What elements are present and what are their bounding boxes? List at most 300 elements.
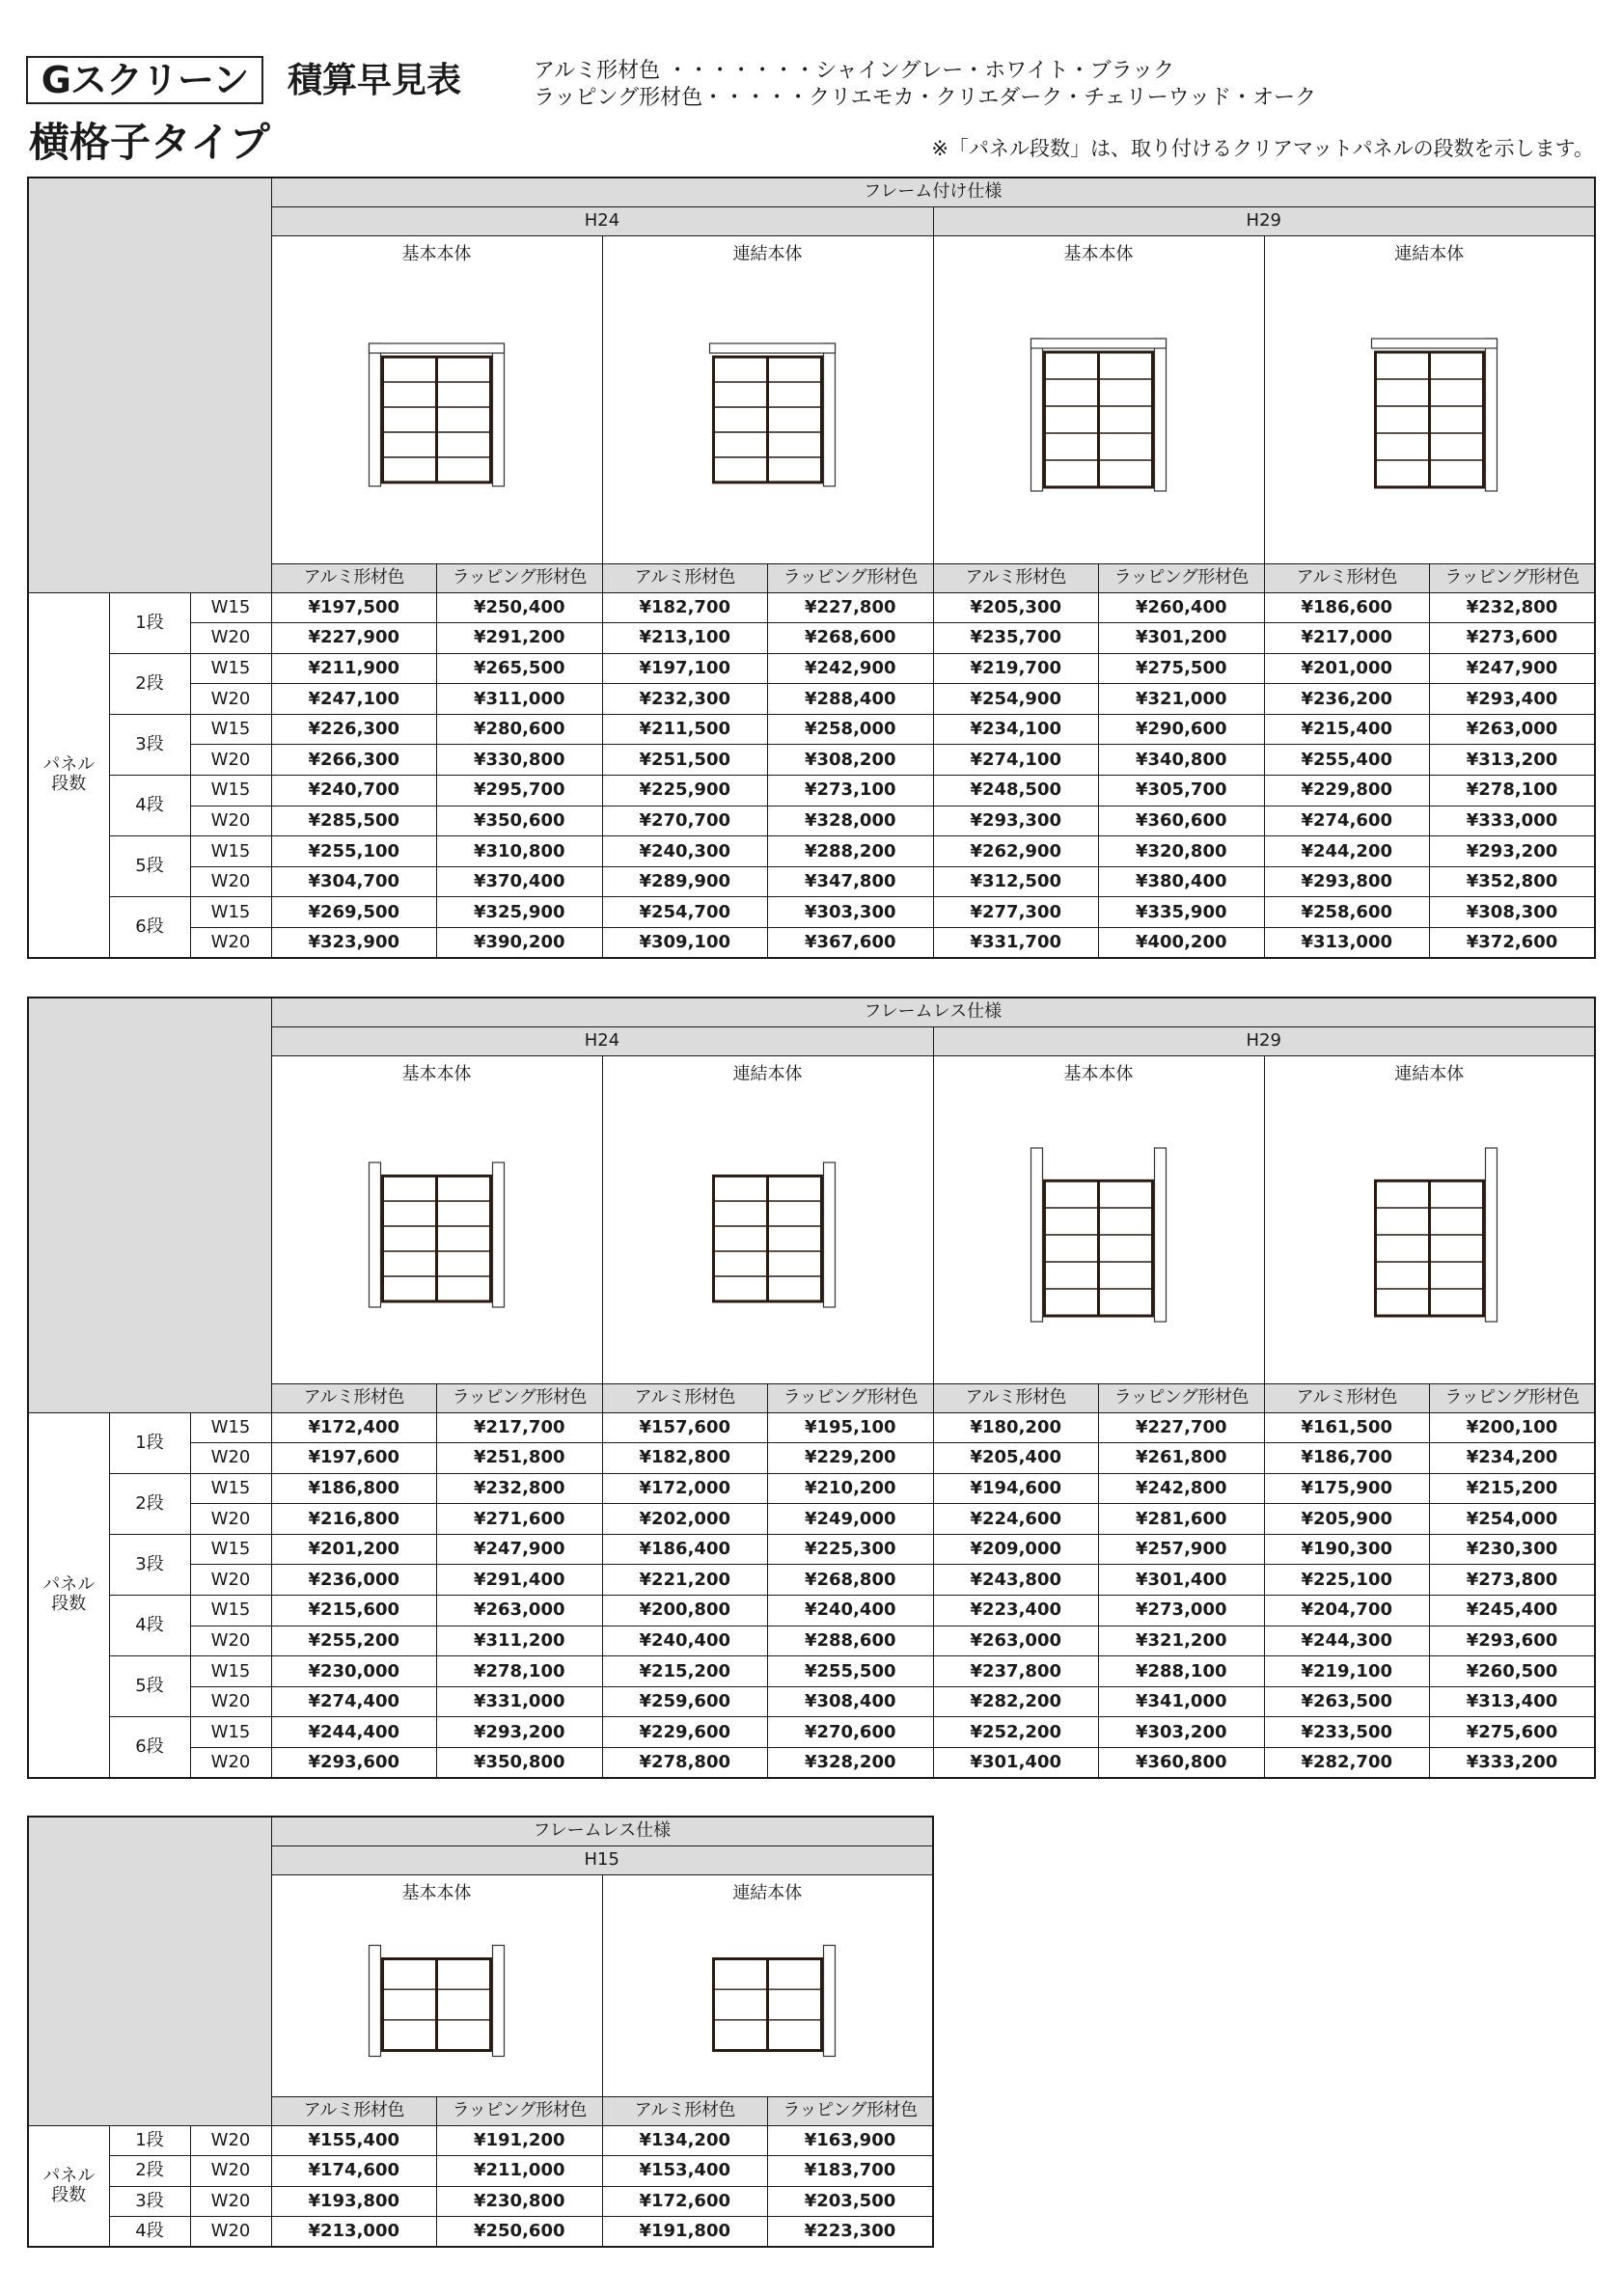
price-cell: ¥216,800 [271,1504,437,1535]
price-cell: ¥333,200 [1430,1748,1596,1779]
price-cell: ¥278,800 [602,1748,768,1779]
dansu-label: 段数 [51,2184,87,2205]
width-cell: W15 [190,592,271,623]
price-cell: ¥311,200 [437,1626,603,1656]
price-cell: ¥233,500 [1264,1717,1430,1748]
width-cell: W20 [190,806,271,836]
price-cell: ¥313,400 [1430,1686,1596,1717]
price-cell: ¥186,400 [602,1534,768,1565]
table-row [28,2217,933,2248]
price-cell: ¥195,100 [768,1412,934,1443]
dan-cell: 6段 [109,897,190,958]
width-cell: W20 [190,2186,271,2217]
price-cell: ¥255,500 [768,1656,934,1687]
height-header: H29 [933,206,1595,235]
price-cell: ¥202,000 [602,1504,768,1535]
price-cell: ¥277,300 [933,897,1099,928]
price-cell: ¥289,900 [602,866,768,897]
wrap-color-header: ラッピング形材色 [1099,1383,1265,1412]
panel-label: パネル [42,754,96,776]
price-cell: ¥217,700 [437,1412,603,1443]
price-cell: ¥260,400 [1099,592,1265,623]
price-cell: ¥325,900 [437,897,603,928]
product-renketsu [1264,235,1595,563]
dan-cell: 3段 [109,714,190,775]
height-header: H24 [271,206,933,235]
price-cell: ¥219,100 [1264,1656,1430,1687]
price-cell: ¥313,200 [1430,745,1596,776]
price-cell: ¥278,100 [437,1656,603,1687]
price-cell: ¥293,200 [437,1717,603,1748]
price-cell: ¥226,300 [271,714,437,745]
price-cell: ¥254,700 [602,897,768,928]
alum-color-header: アルミ形材色 [602,2096,768,2125]
price-cell: ¥225,300 [768,1534,934,1565]
height-header: H29 [933,1026,1595,1055]
price-cell: ¥308,300 [1430,897,1596,928]
price-cell: ¥215,200 [602,1656,768,1687]
width-cell: W20 [190,1686,271,1717]
price-cell: ¥232,800 [437,1473,603,1504]
price-cell: ¥234,200 [1430,1443,1596,1474]
price-cell: ¥304,700 [271,866,437,897]
price-cell: ¥236,000 [271,1565,437,1596]
price-cell: ¥244,400 [271,1717,437,1748]
price-cell: ¥180,200 [933,1412,1099,1443]
price-cell: ¥271,600 [437,1504,603,1535]
width-cell: W15 [190,714,271,745]
panel-note: ※「パネル段数」は、取り付けるクリアマットパネルの段数を示します。 [931,137,1594,160]
price-cell: ¥308,200 [768,745,934,776]
alum-color-header: アルミ形材色 [271,563,437,592]
price-cell: ¥215,400 [1264,714,1430,745]
width-cell: W15 [190,1596,271,1626]
dan-cell: 5段 [109,1656,190,1717]
spec-header: フレーム付け仕様 [271,178,1595,206]
price-cell: ¥268,600 [768,623,934,654]
price-cell: ¥257,900 [1099,1534,1265,1565]
dan-cell: 4段 [109,1596,190,1656]
width-cell: W20 [190,928,271,959]
price-cell: ¥210,200 [768,1473,934,1504]
price-cell: ¥262,900 [933,836,1099,867]
product-label: 基本本体 [1063,244,1134,264]
price-cell: ¥201,000 [1264,653,1430,684]
price-cell: ¥293,400 [1430,684,1596,715]
price-cell: ¥258,000 [768,714,934,745]
subtitle: 積算早見表 [288,61,462,100]
price-cell: ¥255,100 [271,836,437,867]
price-cell: ¥182,700 [602,592,768,623]
price-cell: ¥245,400 [1430,1596,1596,1626]
product-drawing [272,1084,602,1374]
price-cell: ¥242,800 [1099,1473,1265,1504]
price-cell: ¥347,800 [768,866,934,897]
price-cell: ¥273,000 [1099,1596,1265,1626]
price-cell: ¥274,600 [1264,806,1430,836]
price-cell: ¥328,000 [768,806,934,836]
table-row [28,1565,1595,1596]
page-title: 横格子タイプ [29,119,270,166]
price-cell: ¥288,200 [768,836,934,867]
price-cell: ¥320,800 [1099,836,1265,867]
price-cell: ¥301,400 [933,1748,1099,1779]
product-kihon [933,235,1264,563]
price-cell: ¥227,700 [1099,1412,1265,1443]
width-cell: W20 [190,1565,271,1596]
price-cell: ¥244,300 [1264,1626,1430,1656]
dan-cell: 3段 [109,2186,190,2217]
table-row [28,2156,933,2187]
price-cell: ¥295,700 [437,776,603,806]
price-cell: ¥221,200 [602,1565,768,1596]
price-cell: ¥186,800 [271,1473,437,1504]
price-cell: ¥182,800 [602,1443,768,1474]
price-cell: ¥303,300 [768,897,934,928]
price-cell: ¥265,500 [437,653,603,684]
alum-color-header: アルミ形材色 [1264,1383,1430,1412]
table-row [28,1656,1595,1687]
product-kihon [271,1874,602,2096]
product-label: 連結本体 [732,1883,803,1903]
price-cell: ¥288,100 [1099,1656,1265,1687]
width-cell: W20 [190,1443,271,1474]
product-label: 連結本体 [1394,1064,1465,1084]
price-cell: ¥213,000 [271,2217,437,2248]
price-cell: ¥331,000 [437,1686,603,1717]
wrap-color-header: ラッピング形材色 [437,563,603,592]
price-cell: ¥360,600 [1099,806,1265,836]
dansu-label: 段数 [51,1594,87,1615]
price-cell: ¥263,000 [933,1626,1099,1656]
price-cell: ¥310,800 [437,836,603,867]
dan-cell: 6段 [109,1717,190,1778]
price-cell: ¥380,400 [1099,866,1265,897]
width-cell: W20 [190,1748,271,1779]
price-cell: ¥197,600 [271,1443,437,1474]
price-cell: ¥244,200 [1264,836,1430,867]
price-cell: ¥305,700 [1099,776,1265,806]
wrap-color-header: ラッピング形材色 [1430,1383,1596,1412]
price-cell: ¥263,500 [1264,1686,1430,1717]
price-cell: ¥321,000 [1099,684,1265,715]
table-corner [28,998,271,1412]
price-cell: ¥370,400 [437,866,603,897]
price-cell: ¥203,500 [768,2186,934,2217]
price-cell: ¥308,400 [768,1686,934,1717]
price-cell: ¥204,700 [1264,1596,1430,1626]
price-cell: ¥288,400 [768,684,934,715]
price-cell: ¥197,100 [602,653,768,684]
price-cell: ¥229,600 [602,1717,768,1748]
price-cell: ¥240,400 [602,1626,768,1656]
price-cell: ¥333,000 [1430,806,1596,836]
alum-color-header: アルミ形材色 [602,563,768,592]
price-cell: ¥288,600 [768,1626,934,1656]
price-table-3 [27,1816,934,2248]
price-cell: ¥134,200 [602,2125,768,2156]
price-cell: ¥240,300 [602,836,768,867]
alum-color-header: アルミ形材色 [602,1383,768,1412]
alum-color-header: アルミ形材色 [1264,563,1430,592]
width-cell: W20 [190,623,271,654]
price-cell: ¥291,200 [437,623,603,654]
price-cell: ¥217,000 [1264,623,1430,654]
price-cell: ¥259,600 [602,1686,768,1717]
price-cell: ¥205,900 [1264,1504,1430,1535]
table-row [28,836,1595,867]
price-cell: ¥191,800 [602,2217,768,2248]
price-cell: ¥213,100 [602,623,768,654]
table-row [28,1534,1595,1565]
price-cell: ¥247,100 [271,684,437,715]
product-badge: Gスクリーン [26,56,263,104]
dansu-label: 段数 [51,774,87,795]
price-cell: ¥230,000 [271,1656,437,1687]
panel-dansu-label [28,1412,109,1778]
price-cell: ¥270,600 [768,1717,934,1748]
price-cell: ¥200,800 [602,1596,768,1626]
wrap-color-header: ラッピング形材色 [1430,563,1596,592]
price-cell: ¥211,900 [271,653,437,684]
spec-header: フレームレス仕様 [271,998,1595,1026]
price-cell: ¥215,200 [1430,1473,1596,1504]
price-cell: ¥175,900 [1264,1473,1430,1504]
price-cell: ¥293,800 [1264,866,1430,897]
product-renketsu [602,235,933,563]
table-row [28,866,1595,897]
price-cell: ¥309,100 [602,928,768,959]
price-cell: ¥335,900 [1099,897,1265,928]
price-cell: ¥278,100 [1430,776,1596,806]
product-drawing [603,264,933,554]
price-cell: ¥270,700 [602,806,768,836]
product-renketsu [602,1055,933,1383]
width-cell: W20 [190,1626,271,1656]
price-cell: ¥323,900 [271,928,437,959]
price-cell: ¥174,600 [271,2156,437,2187]
price-cell: ¥157,600 [602,1412,768,1443]
price-cell: ¥269,500 [271,897,437,928]
price-cell: ¥274,400 [271,1686,437,1717]
width-cell: W15 [190,1412,271,1443]
price-cell: ¥224,600 [933,1504,1099,1535]
price-cell: ¥247,900 [437,1534,603,1565]
table-row [28,1412,1595,1443]
alum-color-header: アルミ形材色 [933,563,1099,592]
wrap-color-list: ラッピング形材色・・・・・クリエモカ・クリエダーク・チェリーウッド・オーク [534,86,1317,110]
dan-cell: 3段 [109,1534,190,1595]
width-cell: W15 [190,1473,271,1504]
price-cell: ¥293,300 [933,806,1099,836]
product-kihon [271,235,602,563]
product-label: 連結本体 [732,244,803,264]
price-cell: ¥227,800 [768,592,934,623]
product-kihon [271,1055,602,1383]
price-cell: ¥331,700 [933,928,1099,959]
width-cell: W20 [190,1504,271,1535]
dan-cell: 5段 [109,836,190,897]
price-cell: ¥194,600 [933,1473,1099,1504]
price-cell: ¥230,800 [437,2186,603,2217]
table-row [28,897,1595,928]
price-cell: ¥303,200 [1099,1717,1265,1748]
price-cell: ¥372,600 [1430,928,1596,959]
price-cell: ¥281,600 [1099,1504,1265,1535]
price-cell: ¥254,900 [933,684,1099,715]
height-header: H24 [271,1026,933,1055]
price-cell: ¥200,100 [1430,1412,1596,1443]
spec-header: フレームレス仕様 [271,1817,933,1845]
product-drawing [1265,264,1595,554]
price-cell: ¥183,700 [768,2156,934,2187]
table-row [28,1443,1595,1474]
price-cell: ¥313,000 [1264,928,1430,959]
price-cell: ¥236,200 [1264,684,1430,715]
panel-label: パネル [42,2165,96,2186]
price-cell: ¥390,200 [437,928,603,959]
price-cell: ¥282,700 [1264,1748,1430,1779]
product-drawing [934,264,1264,554]
table-row [28,776,1595,806]
price-cell: ¥340,800 [1099,745,1265,776]
wrap-color-header: ラッピング形材色 [768,1383,934,1412]
dan-cell: 1段 [109,1412,190,1473]
wrap-color-header: ラッピング形材色 [1099,563,1265,592]
price-cell: ¥225,100 [1264,1565,1430,1596]
product-renketsu [1264,1055,1595,1383]
price-cell: ¥291,400 [437,1565,603,1596]
price-cell: ¥251,500 [602,745,768,776]
table-row [28,714,1595,745]
dan-cell: 2段 [109,2156,190,2187]
price-cell: ¥280,600 [437,714,603,745]
product-drawing [272,1903,602,2087]
price-cell: ¥205,400 [933,1443,1099,1474]
price-table-1 [27,177,1596,959]
price-cell: ¥275,600 [1430,1717,1596,1748]
price-cell: ¥301,400 [1099,1565,1265,1596]
price-cell: ¥255,400 [1264,745,1430,776]
price-cell: ¥211,000 [437,2156,603,2187]
price-cell: ¥201,200 [271,1534,437,1565]
width-cell: W20 [190,2156,271,2187]
price-cell: ¥186,600 [1264,592,1430,623]
price-cell: ¥282,200 [933,1686,1099,1717]
price-table-2 [27,997,1596,1779]
price-cell: ¥225,900 [602,776,768,806]
product-drawing [272,264,602,554]
price-cell: ¥400,200 [1099,928,1265,959]
table-row [28,806,1595,836]
dan-cell: 2段 [109,1473,190,1534]
price-cell: ¥240,700 [271,776,437,806]
price-cell: ¥232,300 [602,684,768,715]
product-label: 基本本体 [1063,1064,1134,1084]
wrap-color-header: ラッピング形材色 [768,2096,934,2125]
price-cell: ¥260,500 [1430,1656,1596,1687]
price-cell: ¥190,300 [1264,1534,1430,1565]
price-cell: ¥209,000 [933,1534,1099,1565]
price-cell: ¥191,200 [437,2125,603,2156]
width-cell: W20 [190,684,271,715]
width-cell: W15 [190,653,271,684]
price-cell: ¥360,800 [1099,1748,1265,1779]
price-cell: ¥275,500 [1099,653,1265,684]
price-cell: ¥261,800 [1099,1443,1265,1474]
price-cell: ¥293,600 [271,1748,437,1779]
price-cell: ¥211,500 [602,714,768,745]
price-cell: ¥155,400 [271,2125,437,2156]
product-label: 連結本体 [1394,244,1465,264]
price-cell: ¥266,300 [271,745,437,776]
dan-cell: 2段 [109,653,190,714]
price-cell: ¥197,500 [271,592,437,623]
price-cell: ¥321,200 [1099,1626,1265,1656]
price-cell: ¥273,800 [1430,1565,1596,1596]
alum-color-header: アルミ形材色 [271,1383,437,1412]
panel-label: パネル [42,1574,96,1596]
table-row [28,1596,1595,1626]
product-drawing [603,1084,933,1374]
table-row [28,2186,933,2217]
table-row [28,928,1595,959]
price-cell: ¥252,200 [933,1717,1099,1748]
width-cell: W15 [190,776,271,806]
price-cell: ¥172,000 [602,1473,768,1504]
price-cell: ¥254,000 [1430,1504,1596,1535]
wrap-color-header: ラッピング形材色 [768,563,934,592]
height-header: H15 [271,1845,933,1874]
price-cell: ¥263,000 [437,1596,603,1626]
price-cell: ¥263,000 [1430,714,1596,745]
product-drawing [603,1903,933,2087]
price-cell: ¥172,600 [602,2186,768,2217]
width-cell: W15 [190,1717,271,1748]
price-cell: ¥223,400 [933,1596,1099,1626]
price-cell: ¥240,400 [768,1596,934,1626]
price-cell: ¥328,200 [768,1748,934,1779]
price-cell: ¥341,000 [1099,1686,1265,1717]
width-cell: W20 [190,2217,271,2248]
price-cell: ¥161,500 [1264,1412,1430,1443]
price-cell: ¥247,900 [1430,653,1596,684]
table-row [28,1686,1595,1717]
price-cell: ¥293,600 [1430,1626,1596,1656]
price-cell: ¥219,700 [933,653,1099,684]
price-cell: ¥235,700 [933,623,1099,654]
product-label: 連結本体 [732,1064,803,1084]
dan-cell: 4段 [109,776,190,836]
price-cell: ¥237,800 [933,1656,1099,1687]
price-cell: ¥215,600 [271,1596,437,1626]
table-row [28,653,1595,684]
product-label: 基本本体 [401,244,472,264]
product-renketsu [602,1874,933,2096]
table-corner [28,178,271,592]
table-row [28,745,1595,776]
width-cell: W20 [190,745,271,776]
price-cell: ¥229,800 [1264,776,1430,806]
table-row [28,1626,1595,1656]
width-cell: W15 [190,897,271,928]
table-corner [28,1817,271,2125]
table-row [28,623,1595,654]
width-cell: W15 [190,1656,271,1687]
alum-color-list: アルミ形材色 ・・・・・・・シャイングレー・ホワイト・ブラック [534,59,1175,83]
table-row [28,1717,1595,1748]
product-drawing [1265,1084,1595,1374]
